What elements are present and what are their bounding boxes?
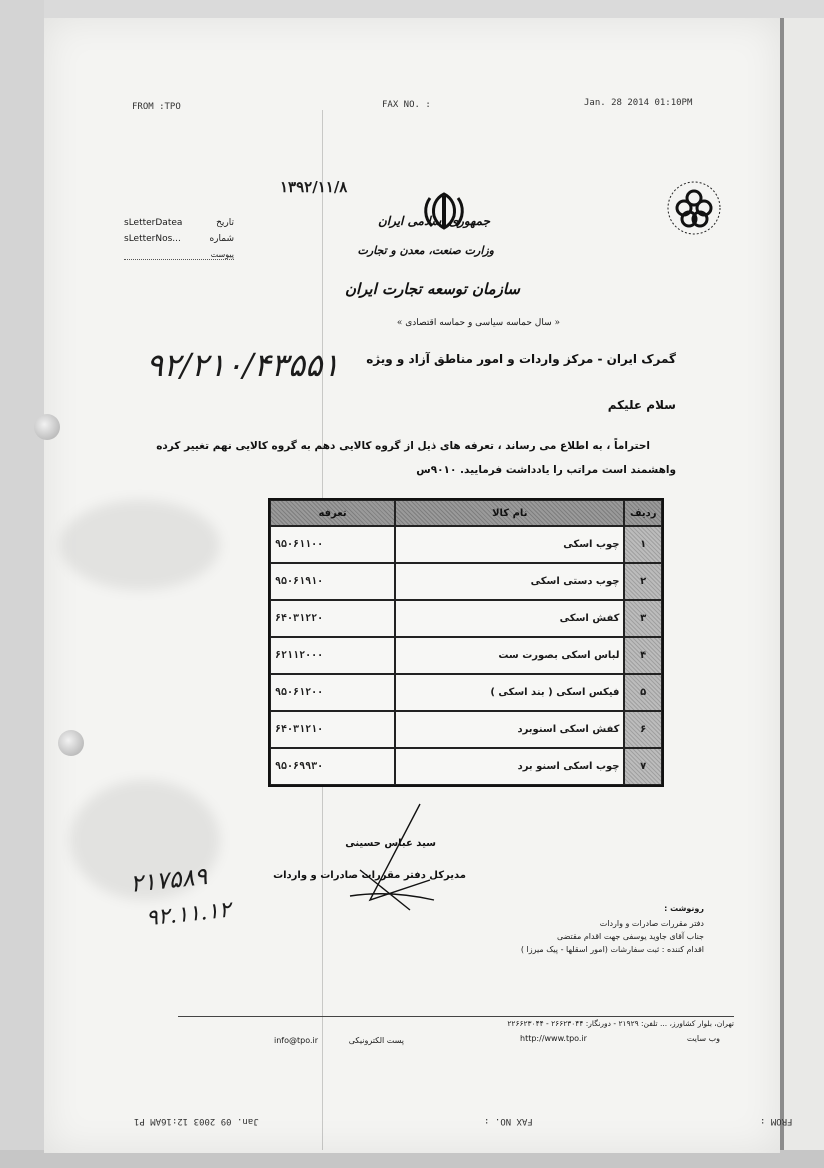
signature-icon (330, 800, 440, 915)
number-field (124, 234, 234, 244)
row-idx: ۴ (624, 637, 662, 674)
punch-hole-top (34, 414, 60, 440)
row-idx: ۲ (624, 563, 662, 600)
cc-label: رونوشت : (664, 904, 704, 913)
table-row (270, 563, 662, 600)
row-item-name: فیکس اسکی ( بند اسکی ) (395, 674, 624, 711)
row-idx: ۱ (624, 526, 662, 563)
tpo-logo-icon (662, 172, 726, 262)
table-row (270, 674, 662, 711)
fax-from: FROM :TPO (132, 102, 181, 112)
number-label: شماره (209, 234, 234, 244)
row-item-name: کفش اسکی اسنوبرد (395, 711, 624, 748)
row-item-name: چوب اسکی اسنو برد (395, 748, 624, 785)
fax-footer-number-label: FAX NO. : (484, 1116, 533, 1126)
table-row (270, 526, 662, 563)
footer-address: تهران، بلوار کشاورز، ... تلفن: ۲۱۹۲۹ - دورنگار: ۲۶۶۲۳۰۴۴ - ۲۲۶۶۲۳۰۴۴ (178, 1016, 734, 1031)
row-tariff-code: ۶۲۱۱۲۰۰۰ (270, 637, 395, 674)
table-row (270, 748, 662, 785)
date-value: sLetterDatea (124, 218, 183, 228)
footer-email-label: پست الکترونیکی (348, 1036, 404, 1045)
tariff-table-header (270, 500, 662, 526)
table-row (270, 637, 662, 674)
attachment-label: پیوست (210, 250, 234, 259)
row-tariff-code: ۶۴۰۳۱۲۲۰ (270, 600, 395, 637)
attachment-field (124, 250, 234, 260)
fax-footer-datetime: Jan. 09 2003 12:16AM P1 (134, 1116, 259, 1126)
signatory-name: سید عباس حسینی (345, 838, 436, 849)
body-line-2: واهشمند است مراتب را یادداشت فرمایید. ۹۰۱۰س (416, 464, 676, 476)
letterhead-organization: سازمان توسعه تجارت ایران (344, 280, 520, 298)
col-header-name: نام کالا (395, 500, 624, 526)
row-idx: ۷ (624, 748, 662, 785)
letterhead-country: جمهوری اسلامی ایران (377, 214, 490, 228)
row-tariff-code: ۹۵۰۶۱۲۰۰ (270, 674, 395, 711)
fax-footer-from: FROM : (760, 1116, 793, 1126)
col-header-idx: ردیف (624, 500, 662, 526)
row-item-name: چوب اسکی (395, 526, 624, 563)
cc-item: اقدام کننده : ثبت سفارشات (امور اسقلها - پیک میرزا ) (520, 945, 704, 954)
cc-item: دفتر مقررات صادرات و واردات (599, 919, 704, 928)
col-header-code: تعرفه (270, 500, 395, 526)
number-value: sLetterNos... (124, 234, 181, 244)
letterhead-motto: « سال حماسه سیاسی و حماسه اقتصادی » (396, 318, 560, 328)
scan-left-margin (0, 0, 44, 1168)
cc-block (480, 904, 704, 954)
footer-email (274, 1036, 404, 1045)
footer-web-label: وب سایت (686, 1034, 720, 1043)
body-line-1: احتراماً ، به اطلاع می رساند ، تعرفه های ذیل از گروه کالایی دهم به گروه کالایی نهم تغییر کرده (156, 440, 650, 452)
recipient: گمرک ایران - مرکز واردات و امور مناطق آزاد و ویژه (366, 352, 676, 366)
row-idx: ۵ (624, 674, 662, 711)
handwritten-note-line2: ۹۲.۱۱.۱۲ (144, 897, 232, 932)
scan-smudge (60, 500, 220, 590)
fax-number-label: FAX NO. : (382, 100, 431, 110)
row-item-name: لباس اسکی بصورت ست (395, 637, 624, 674)
date-label: تاریخ (216, 218, 234, 228)
row-idx: ۳ (624, 600, 662, 637)
footer-web (520, 1034, 720, 1043)
scan-right-margin (784, 18, 824, 1153)
tariff-table (268, 498, 664, 787)
row-tariff-code: ۶۴۰۳۱۲۱۰ (270, 711, 395, 748)
fax-datetime: Jan. 28 2014 01:10PM (584, 98, 693, 108)
footer-email-address: info@tpo.ir (274, 1036, 319, 1045)
punch-hole-bottom (58, 730, 84, 756)
date-field (124, 218, 234, 228)
row-item-name: کفش اسکی (395, 600, 624, 637)
footer-web-url: http://www.tpo.ir (520, 1034, 587, 1043)
row-tariff-code: ۹۵۰۶۹۹۳۰ (270, 748, 395, 785)
signatory-title: مدیرکل دفتر مقررات صادرات و واردات (273, 870, 466, 881)
table-row (270, 600, 662, 637)
cc-item: جناب آقای جاوید یوسفی جهت اقدام مقتضی (556, 932, 704, 941)
letter-meta (124, 218, 234, 260)
handwritten-note-line1: ۲۱۷۵۸۹ (128, 862, 209, 898)
row-tariff-code: ۹۵۰۶۱۱۰۰ (270, 526, 395, 563)
reference-number: ۹۲/۲۱۰/۴۳۵۵۱ (146, 346, 340, 384)
row-item-name: چوب دستی اسکی (395, 563, 624, 600)
scan-top-band (0, 0, 824, 18)
salutation: سلام علیکم (607, 398, 676, 412)
letterhead-ministry: وزارت صنعت، معدن و تجارت (357, 244, 494, 257)
row-idx: ۶ (624, 711, 662, 748)
row-tariff-code: ۹۵۰۶۱۹۱۰ (270, 563, 395, 600)
table-row (270, 711, 662, 748)
letter-date: ۱۳۹۲/۱۱/۸ (280, 178, 348, 196)
